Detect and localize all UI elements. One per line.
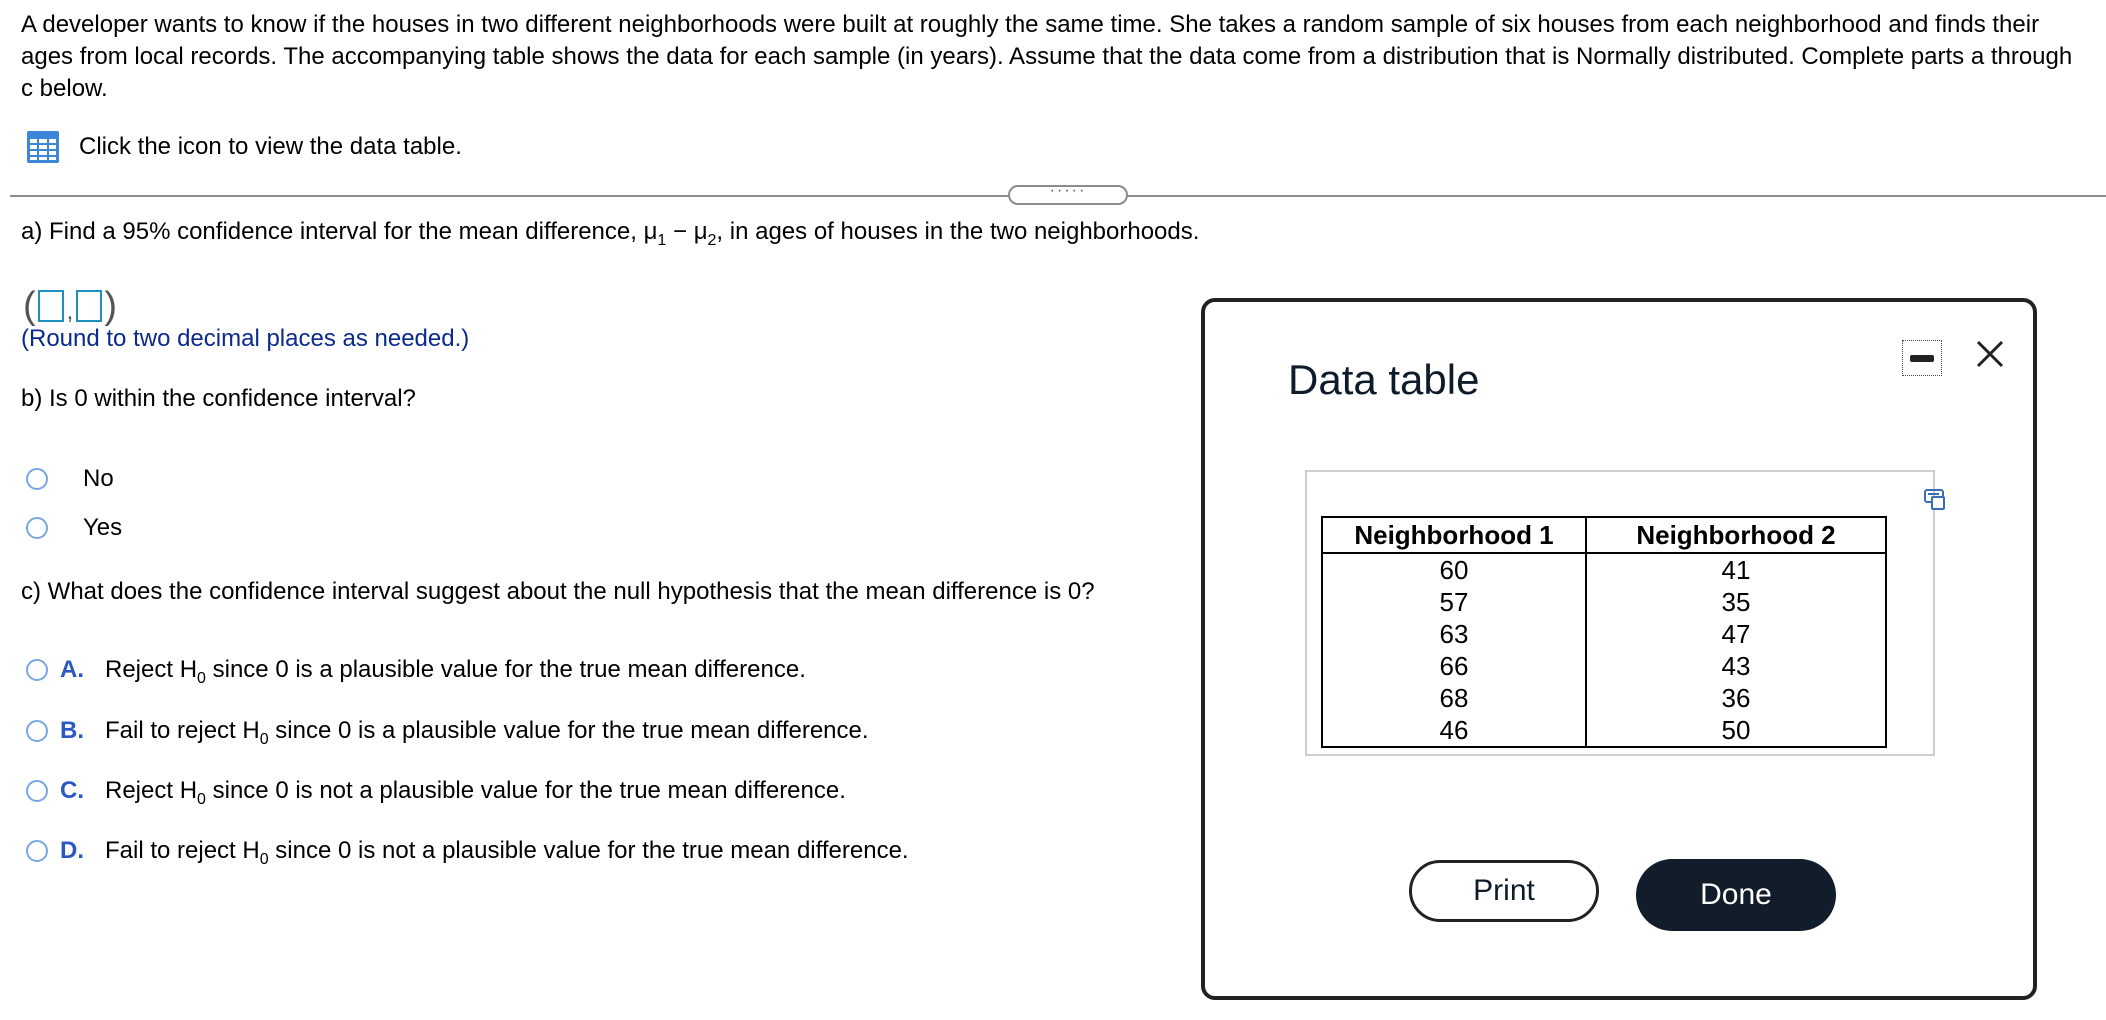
option-d-text[interactable]: Fail to reject $H_0$ since 0 is not a plausible value for the true mean difference. xyxy=(105,837,909,868)
close-paren: ) xyxy=(104,285,117,327)
option-c[interactable] xyxy=(26,777,846,808)
rounding-hint: (Round to two decimal places as needed.) xyxy=(21,325,470,352)
option-a-letter[interactable]: A. xyxy=(60,656,84,683)
table-cell: 63 xyxy=(1322,618,1586,650)
table-row xyxy=(1322,553,1886,586)
table-cell: 41 xyxy=(1586,553,1886,586)
table-cell: 46 xyxy=(1322,714,1586,747)
option-b-text[interactable]: Fail to reject $H_0$ since 0 is a plausible value for the true mean difference. xyxy=(105,717,869,748)
view-data-table-link[interactable] xyxy=(26,130,462,164)
table-row xyxy=(1322,682,1886,714)
data-table-dialog xyxy=(1201,298,2037,1000)
radio-b[interactable] xyxy=(26,720,48,742)
table-cell: 66 xyxy=(1322,650,1586,682)
minimize-button[interactable] xyxy=(1902,340,1942,376)
confidence-interval-answer xyxy=(23,286,117,326)
part-a-text-before: a) Find a 95% confidence interval for the mean difference, xyxy=(21,218,644,245)
option-c-text[interactable]: Reject $H_0$ since 0 is not a plausible value for the true mean difference. xyxy=(105,777,846,808)
table-cell: 60 xyxy=(1322,553,1586,586)
option-d[interactable] xyxy=(26,837,909,868)
option-b[interactable] xyxy=(26,717,869,748)
table-cell: 43 xyxy=(1586,650,1886,682)
mu-symbol: μ xyxy=(693,218,708,245)
minimize-icon xyxy=(1910,355,1934,362)
divider-drag-handle[interactable]: ····· xyxy=(1008,185,1128,205)
view-data-table-text[interactable]: Click the icon to view the data table. xyxy=(79,133,462,160)
part-a-question xyxy=(21,218,1200,249)
done-button[interactable]: Done xyxy=(1636,859,1836,931)
table-row xyxy=(1322,650,1886,682)
mu-subscript-2: 2 xyxy=(707,232,717,249)
option-c-letter[interactable]: C. xyxy=(60,777,84,804)
radio-a[interactable] xyxy=(26,659,48,681)
table-cell: 47 xyxy=(1586,618,1886,650)
option-no-label[interactable]: No xyxy=(83,465,114,492)
mu-subscript-1: 1 xyxy=(657,232,667,249)
table-cell: 68 xyxy=(1322,682,1586,714)
option-a[interactable] xyxy=(26,656,806,687)
radio-yes[interactable] xyxy=(26,517,48,539)
close-icon[interactable] xyxy=(1970,334,2010,374)
table-row xyxy=(1322,586,1886,618)
option-yes[interactable] xyxy=(26,514,122,542)
column-header: Neighborhood 2 xyxy=(1586,517,1886,553)
upper-bound-input[interactable] xyxy=(76,290,102,322)
mu-symbol: μ xyxy=(643,218,658,245)
radio-no[interactable] xyxy=(26,468,48,490)
part-b-question: b) Is 0 within the confidence interval? xyxy=(21,385,416,412)
radio-c[interactable] xyxy=(26,780,48,802)
part-a-text-after: , in ages of houses in the two neighborhoods. xyxy=(716,218,1200,245)
column-header: Neighborhood 1 xyxy=(1322,517,1586,553)
open-paren: ( xyxy=(23,285,36,327)
option-d-letter[interactable]: D. xyxy=(60,837,84,864)
table-cell: 50 xyxy=(1586,714,1886,747)
table-cell: 36 xyxy=(1586,682,1886,714)
table-cell: 35 xyxy=(1586,586,1886,618)
table-row xyxy=(1322,618,1886,650)
data-table-icon[interactable] xyxy=(26,130,60,164)
interval-comma: , xyxy=(66,298,74,325)
radio-d[interactable] xyxy=(26,840,48,862)
table-row xyxy=(1322,714,1886,747)
option-no[interactable] xyxy=(26,465,114,493)
lower-bound-input[interactable] xyxy=(38,290,64,322)
part-c-question: c) What does the confidence interval suggest about the null hypothesis that the mean difference is 0? xyxy=(21,578,1095,605)
minus-sign: − xyxy=(666,218,694,245)
dialog-title: Data table xyxy=(1288,356,1480,403)
problem-statement: A developer wants to know if the houses in two different neighborhoods were built at roughly the same time. She takes a random sample of six houses from each neighborhood and finds their ages from local records. The accompanying table shows the data for each sample (in years). Assume that the data come from a distribution that is Normally distributed. Complete parts a through c below. xyxy=(21,11,2073,102)
option-b-letter[interactable]: B. xyxy=(60,717,84,744)
print-button[interactable]: Print xyxy=(1409,860,1599,922)
copy-to-clipboard-icon[interactable] xyxy=(1923,488,1949,512)
table-cell: 57 xyxy=(1322,586,1586,618)
neighborhood-ages-table xyxy=(1321,516,1887,748)
option-yes-label[interactable]: Yes xyxy=(83,514,123,541)
option-a-text[interactable]: Reject $H_0$ since 0 is a plausible value for the true mean difference. xyxy=(105,656,806,687)
